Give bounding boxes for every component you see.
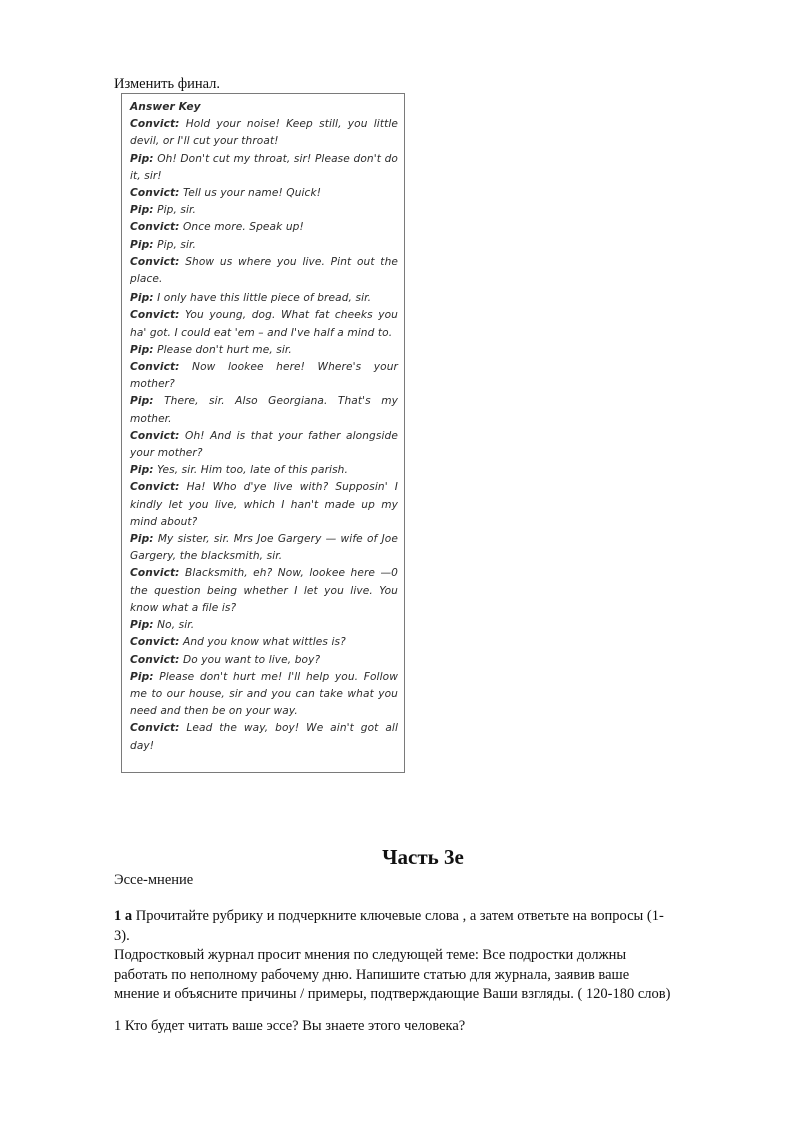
dialogue-line: [130, 219, 398, 236]
dialogue-text: I only have this little piece of bread, sir.: [153, 292, 372, 305]
task-line-3: Подростковый журнал просит мнения по следующей теме: Все подростки должны: [114, 947, 627, 964]
essay-type-label: Эссе-мнение: [114, 872, 194, 888]
change-ending-label: Изменить финал.: [114, 76, 221, 92]
speaker-name: Pip:: [130, 619, 154, 632]
dialogue-text: Lead the way, boy! We ain't got all day!: [130, 722, 398, 752]
speaker-name: Convict:: [130, 636, 180, 649]
speaker-name: Convict:: [130, 187, 180, 200]
dialogue-text: Please don't hurt me, sir.: [153, 343, 292, 356]
dialogue-line: [130, 237, 398, 254]
dialogue-text: Show us where you live. Pint out the place.: [130, 255, 398, 286]
task-number: 1 а: [114, 908, 133, 924]
dialogue-line: [130, 462, 398, 479]
speaker-name: Convict:: [130, 722, 180, 735]
dialogue-text: Pip, sir.: [153, 204, 196, 217]
speaker-name: Pip:: [130, 343, 154, 356]
task-line-2: 3).: [114, 927, 130, 944]
dialogue-text: Pip, sir.: [153, 238, 196, 251]
dialogue-line: [130, 290, 398, 307]
answer-key-box: [121, 93, 405, 773]
dialogue-text: Oh! And is that your father alongside your mother?: [130, 429, 398, 460]
speaker-name: Convict:: [130, 309, 180, 322]
speaker-name: Pip:: [130, 395, 154, 408]
speaker-name: Convict:: [130, 221, 180, 234]
dialogue-text: Please don't hurt me! I'll help you. Follow me to our house, sir and you can take what you need and then be on your way.: [130, 670, 398, 718]
dialogue-line: [130, 479, 398, 531]
speaker-name: Convict:: [130, 255, 180, 268]
dialogue-line: [130, 307, 398, 341]
dialogue-text: No, sir.: [153, 619, 195, 632]
dialogue-line: [130, 116, 398, 150]
speaker-name: Convict:: [130, 567, 180, 580]
dialogue-line: [130, 359, 398, 393]
task-line-4: работать по неполному рабочему дню. Напишите статью для журнала, заявив ваше: [114, 966, 630, 983]
speaker-name: Pip:: [130, 670, 154, 683]
dialogue-line: [130, 342, 398, 359]
dialogue-line: [130, 254, 398, 288]
dialogue-text: Now lookee here! Where's your mother?: [130, 361, 398, 391]
task-1a: [114, 907, 734, 1005]
speaker-name: Convict:: [130, 653, 180, 666]
dialogue-text: Ha! Who d'ye live with? Supposin' I kindly let you live, which I han't made up my mind about?: [130, 481, 398, 528]
dialogue-text: Blacksmith, eh? Now, lookee here —0 the question being whether I let you live. You know what a file is?: [130, 567, 398, 614]
dialogue-line: [130, 669, 398, 721]
speaker-name: Pip:: [130, 204, 154, 217]
speaker-name: Pip:: [130, 152, 154, 165]
dialogue-text: Hold your noise! Keep still, you little devil, or I'll cut your throat!: [130, 118, 398, 148]
dialogue-line: [130, 565, 398, 617]
speaker-name: Convict:: [130, 429, 180, 442]
dialogue-text: There, sir. Also Georgiana. That's my mother.: [130, 395, 398, 425]
dialogue-line: [130, 720, 398, 754]
task-line-5: мнение и объясните причины / примеры, подтверждающие Ваши взгляды. ( 120-180 слов): [114, 986, 671, 1003]
dialogue-line: [130, 202, 398, 219]
dialogue-line: [130, 428, 398, 462]
dialogue-line: [130, 617, 398, 634]
dialogue-line: [130, 151, 398, 185]
dialogue-text: Yes, sir. Him too, late of this parish.: [153, 464, 348, 477]
dialogue-text: You young, dog. What fat cheeks you ha' got. I could eat 'em – and I've half a mind to.: [130, 309, 398, 339]
dialogue-list: [130, 116, 398, 755]
question-1: 1 Кто будет читать ваше эссе? Вы знаете этого человека?: [114, 1018, 466, 1034]
dialogue-text: My sister, sir. Mrs Joe Gargery — wife of Joe Gargery, the blacksmith, sir.: [130, 533, 398, 563]
task-line-1: [114, 907, 734, 927]
speaker-name: Convict:: [130, 118, 180, 131]
speaker-name: Convict:: [130, 481, 180, 494]
dialogue-text: Tell us your name! Quick!: [179, 187, 322, 200]
speaker-name: Pip:: [130, 533, 154, 546]
dialogue-text: Oh! Don't cut my throat, sir! Please don't do it, sir!: [130, 152, 398, 182]
dialogue-text: Once more. Speak up!: [179, 221, 304, 234]
speaker-name: Pip:: [130, 238, 154, 251]
section-heading: Часть 3е: [382, 845, 464, 869]
dialogue-text: Do you want to live, boy?: [179, 653, 321, 666]
dialogue-line: [130, 652, 398, 669]
speaker-name: Pip:: [130, 464, 154, 477]
dialogue-text: And you know what wittles is?: [179, 636, 346, 649]
task-text-1: Прочитайте рубрику и подчеркните ключевые слова , а затем ответьте на вопросы (1-: [132, 908, 664, 924]
dialogue-line: [130, 185, 398, 202]
speaker-name: Pip:: [130, 292, 154, 305]
speaker-name: Convict:: [130, 361, 180, 374]
dialogue-line: [130, 634, 398, 651]
dialogue-line: [130, 531, 398, 565]
answer-key-title: Answer Key: [130, 101, 201, 113]
dialogue-line: [130, 393, 398, 427]
